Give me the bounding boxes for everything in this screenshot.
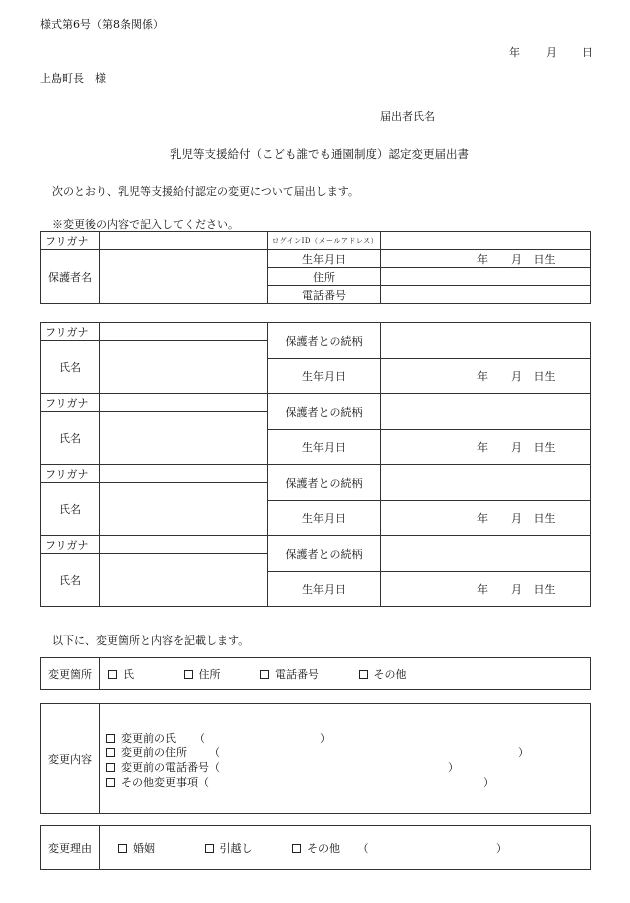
date-year: 年 [509, 46, 520, 59]
guardian-name-field[interactable] [100, 250, 268, 304]
guardian-table [40, 231, 591, 304]
child-relation-field[interactable] [381, 394, 591, 430]
child-relation-label: 保護者との続柄 [268, 536, 381, 572]
guardian-name-label: 保護者名 [41, 250, 100, 304]
guardian-phone-field[interactable] [381, 286, 591, 304]
change-location-options [100, 658, 591, 690]
option-label: その他 [373, 667, 407, 681]
child-birth-field[interactable]: 年 月 日生 [381, 359, 591, 394]
child-name-label: 氏名 [41, 412, 100, 465]
option-label: 氏 [123, 667, 134, 681]
change-location-label: 変更箇所 [41, 658, 100, 690]
child-name-field[interactable] [100, 483, 268, 536]
children-table [40, 322, 591, 607]
checkbox[interactable] [292, 844, 301, 853]
child-birth-field[interactable]: 年 月 日生 [381, 501, 591, 536]
line-label: 変更前の氏 [121, 732, 176, 745]
note-text: ※変更後の内容で記入してください。 [52, 218, 239, 231]
child-name-label: 氏名 [41, 341, 100, 394]
child-furigana-field[interactable] [100, 536, 268, 554]
checkbox[interactable] [118, 844, 127, 853]
checkbox[interactable] [359, 670, 368, 679]
child-relation-label: 保護者との続柄 [268, 323, 381, 359]
child-furigana-label: フリガナ [41, 465, 100, 483]
page-title: 乳児等支援給付（こども誰でも通園制度）認定変更届出書 [170, 147, 469, 161]
bracket-close: ） [483, 776, 494, 789]
checkbox[interactable] [106, 778, 115, 787]
child-name-field[interactable] [100, 554, 268, 607]
checkbox[interactable] [108, 670, 117, 679]
child-birth-field[interactable]: 年 月 日生 [381, 572, 591, 607]
child-birth-field[interactable]: 年 月 日生 [381, 430, 591, 465]
option-label: 婚姻 [133, 841, 155, 855]
child-relation-field[interactable] [381, 323, 591, 359]
option-label: その他 [307, 841, 340, 855]
child-birth-label: 生年月日 [268, 430, 381, 465]
change-content-lines: 変更前の氏 （ ） 変更前の住所 （ ） 変更前の電話番号（ ） その他変更事項（ ） [100, 704, 591, 814]
child-relation-field[interactable] [381, 465, 591, 501]
child-furigana-field[interactable] [100, 323, 268, 341]
login-id-label: ログインID（メールアドレス） [268, 232, 381, 250]
change-reason-options [100, 826, 591, 870]
change-reason-table [40, 825, 591, 870]
date-day: 日 [582, 46, 593, 59]
child-birth-label: 生年月日 [268, 501, 381, 536]
intro-text: 次のとおり、乳児等支援給付認定の変更について届出します。 [52, 185, 359, 198]
form-number: 様式第6号（第8条関係） [40, 18, 164, 31]
checkbox[interactable] [205, 844, 214, 853]
child-relation-label: 保護者との続柄 [268, 394, 381, 430]
child-relation-label: 保護者との続柄 [268, 465, 381, 501]
checkbox[interactable] [106, 763, 115, 772]
date-month: 月 [546, 46, 557, 59]
bracket-close: ） [496, 842, 507, 855]
child-furigana-label: フリガナ [41, 536, 100, 554]
guardian-address-field[interactable] [381, 268, 591, 286]
guardian-furigana-field[interactable] [100, 232, 268, 250]
checkbox[interactable] [184, 670, 193, 679]
option-label: 電話番号 [275, 667, 319, 681]
change-reason-label: 変更理由 [41, 826, 100, 870]
change-content-label: 変更内容 [41, 704, 100, 814]
line-label: 変更前の電話番号（ [121, 761, 220, 774]
checkbox[interactable] [106, 748, 115, 757]
child-furigana-field[interactable] [100, 394, 268, 412]
option-label: 住所 [198, 667, 221, 681]
checkbox[interactable] [106, 734, 115, 743]
child-furigana-label: フリガナ [41, 323, 100, 341]
child-birth-label: 生年月日 [268, 359, 381, 394]
change-location-table [40, 657, 591, 690]
bracket-close: ） [448, 761, 459, 774]
child-name-label: 氏名 [41, 554, 100, 607]
below-text: 以下に、変更箇所と内容を記載します。 [52, 634, 250, 647]
child-name-label: 氏名 [41, 483, 100, 536]
applicant-name-label: 届出者氏名 [380, 110, 435, 123]
bracket-open: （ [357, 841, 369, 855]
line-label: 変更前の住所 [121, 746, 187, 759]
guardian-birth-label: 生年月日 [268, 250, 381, 268]
guardian-address-label: 住所 [268, 268, 381, 286]
option-label: 引越し [219, 841, 253, 855]
child-furigana-label: フリガナ [41, 394, 100, 412]
change-content-table [40, 703, 591, 814]
child-name-field[interactable] [100, 412, 268, 465]
guardian-phone-label: 電話番号 [268, 286, 381, 304]
addressee: 上島町長 様 [40, 72, 106, 85]
bracket-close: ） [518, 746, 529, 759]
child-relation-field[interactable] [381, 536, 591, 572]
child-birth-label: 生年月日 [268, 572, 381, 607]
guardian-birth-field[interactable]: 年 月 日生 [381, 250, 591, 268]
login-id-field[interactable] [381, 232, 591, 250]
child-name-field[interactable] [100, 341, 268, 394]
child-furigana-field[interactable] [100, 465, 268, 483]
guardian-furigana-label: フリガナ [41, 232, 100, 250]
checkbox[interactable] [260, 670, 269, 679]
bracket-close: ） [320, 732, 331, 745]
line-label: その他変更事項（ [121, 776, 209, 789]
